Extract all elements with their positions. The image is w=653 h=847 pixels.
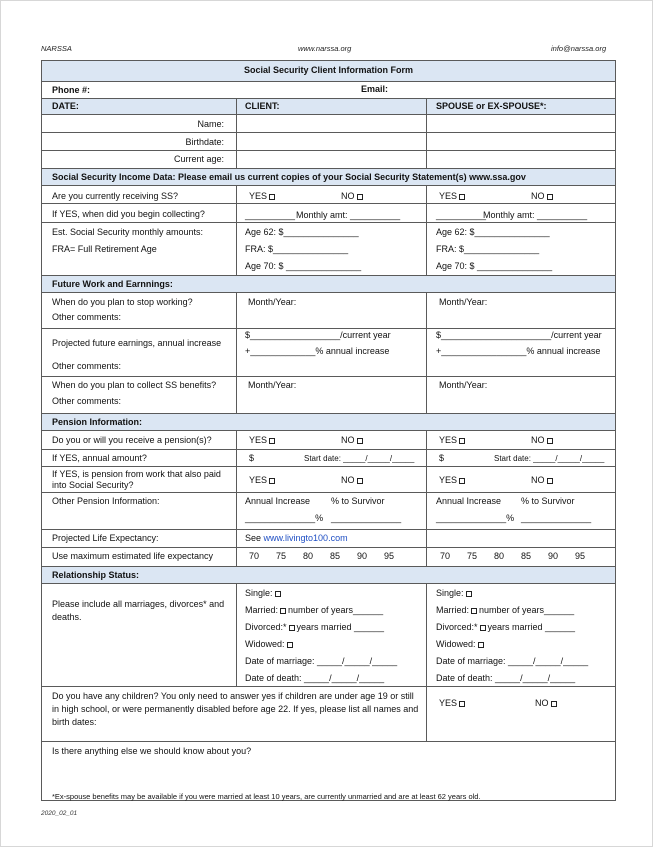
age-option[interactable]: 95 [575,551,586,561]
yes-label: YES [439,475,458,485]
age62-spouse[interactable]: Age 62: $_______________ [436,227,550,237]
pension-ss-question: If YES, is pension from work that also paid into Social Security? [52,469,221,490]
future-section-title: Future Work and Earnnings: [52,279,173,289]
pension-ss-yes-client[interactable] [249,475,277,486]
annual-increase-client[interactable]: +_____________% annual increase [245,346,390,356]
monthly-amt-spouse[interactable]: Monthly amt: __________ [483,210,588,220]
children-question: Do you have any children? You only need to answer yes if children are under age 19 or still in high school, or were permanently disabled before age 22. If yes, please list all names and birth dates: [52,691,419,727]
pension-yes-spouse[interactable] [439,435,467,446]
age-option[interactable]: 80 [494,551,505,561]
annual-increase-label-spouse: Annual Increase [436,496,502,506]
checkbox[interactable] [459,478,465,484]
no-label: NO [531,475,545,485]
years-field[interactable]: number of years______ [288,605,384,615]
header-email[interactable]: info@narssa.org [551,44,607,53]
birthdate-spouse-field[interactable] [428,134,614,148]
annual-increase-spouse[interactable]: ______________% [436,513,515,523]
anything-else-question: Is there anything else we should know about you? [52,746,252,756]
single-client[interactable] [245,588,283,599]
start-date-spouse[interactable]: Start date: _____/_____/_____ [494,454,605,463]
other-pension-label: Other Pension Information: [52,496,160,506]
annual-increase-label-client: Annual Increase [245,496,311,506]
checkbox[interactable] [466,591,472,597]
checkbox[interactable] [547,438,553,444]
client-form [41,60,616,801]
form-title: Social Security Client Information Form [243,65,414,75]
checkbox[interactable] [459,701,465,707]
age70-spouse[interactable]: Age 70: $ _______________ [436,261,553,271]
years-field[interactable]: number of years______ [479,605,575,615]
single-spouse[interactable] [436,588,474,599]
checkbox[interactable] [357,478,363,484]
married-label: Married: [245,605,279,615]
ages-spouse [440,551,610,562]
checkbox[interactable] [547,194,553,200]
age-option[interactable]: 80 [303,551,314,561]
checkbox[interactable] [269,194,275,200]
footnote: *Ex-spouse benefits may be available if you were married at least 10 years, are currently unmarried and are at least 62 years old. [52,792,481,801]
pension-ss-no-client[interactable] [341,475,365,486]
fra-definition: FRA= Full Retirement Age [52,244,157,254]
age-option[interactable]: 90 [548,551,559,561]
stop-month-year-spouse[interactable]: Month/Year: [439,297,488,307]
phone-label: Phone #: [52,85,91,95]
no-label: NO [341,191,355,201]
receiving-no-spouse[interactable] [531,191,555,202]
birthdate-client-field[interactable] [238,134,424,148]
age-option[interactable]: 75 [467,551,478,561]
start-date-client[interactable]: Start date: _____/_____/_____ [304,454,415,463]
no-label: NO [341,435,355,445]
age-option[interactable]: 70 [440,551,451,561]
no-label: NO [535,698,549,708]
divorced-label: Divorced:* [245,622,287,632]
est-amounts-label: Est. Social Security monthly amounts: [52,227,204,237]
no-label: NO [341,475,355,485]
checkbox[interactable] [478,642,484,648]
collect-month-year-spouse[interactable]: Month/Year: [439,380,488,390]
single-label: Single: [245,588,273,598]
pension-ss-yes-spouse[interactable] [439,475,467,486]
checkbox[interactable] [459,194,465,200]
survivor-spouse[interactable]: ______________ [521,513,592,523]
relationship-include-label: Please include all marriages, divorces* and deaths. [52,599,225,622]
other-comments-label-3: Other comments: [52,396,122,406]
widowed-spouse[interactable] [436,639,486,650]
header-org: NARSSA [41,44,72,53]
yes-label: YES [439,191,458,201]
checkbox[interactable] [280,608,286,614]
name-spouse-field[interactable] [428,116,614,130]
date-death-client[interactable]: Date of death: _____/_____/_____ [245,673,385,683]
form-version-code: 2020_02_01 [41,810,78,817]
annual-increase-client[interactable]: ______________% [245,513,324,523]
annual-increase-spouse[interactable]: +_________________% annual increase [436,346,601,356]
life-expectancy-link-line [245,533,348,544]
checkbox[interactable] [471,608,477,614]
checkbox[interactable] [269,438,275,444]
name-label: Name: [197,119,224,129]
age70-client[interactable]: Age 70: $ _______________ [245,261,362,271]
no-label: NO [531,435,545,445]
current-year-spouse[interactable]: $______________________/current year [436,330,602,340]
checkbox[interactable] [275,591,281,597]
use-max-label: Use maximum estimated life expectancy [52,551,214,561]
single-label: Single: [436,588,464,598]
collect-date-client[interactable]: __________ [245,210,296,220]
checkbox[interactable] [551,701,557,707]
survivor-label-spouse: % to Survivor [521,496,575,506]
checkbox[interactable] [357,194,363,200]
header-website[interactable]: www.narssa.org [298,44,352,53]
years-married-field[interactable]: years married ______ [487,622,576,632]
age-option[interactable]: 90 [357,551,368,561]
married-spouse[interactable] [436,605,574,616]
widowed-client[interactable] [245,639,295,650]
checkbox[interactable] [289,625,295,631]
annual-amount-question: If YES, annual amount? [52,453,147,463]
livingto100-link[interactable]: www.livingto100.com [263,533,348,543]
age-option[interactable]: 95 [384,551,395,561]
pension-amount-spouse[interactable]: $ [439,453,445,463]
children-yes[interactable] [439,698,467,709]
checkbox[interactable] [269,478,275,484]
divorced-spouse[interactable] [436,622,575,633]
years-married-field[interactable]: years married ______ [296,622,385,632]
age-option[interactable]: 75 [276,551,287,561]
name-client-field[interactable] [238,116,424,130]
yes-label: YES [249,475,268,485]
pension-amount-client[interactable]: $ [249,453,255,463]
married-label: Married: [436,605,470,615]
stop-month-year-client[interactable]: Month/Year: [248,297,297,307]
client-header: CLIENT: [245,101,280,111]
married-client[interactable] [245,605,383,616]
widowed-label: Widowed: [436,639,476,649]
receiving-no-client[interactable] [341,191,365,202]
age-option[interactable]: 85 [330,551,341,561]
no-label: NO [531,191,545,201]
age-spouse-field[interactable] [428,152,614,166]
pension-no-spouse[interactable] [531,435,555,446]
survivor-label-client: % to Survivor [331,496,385,506]
relationship-section-title: Relationship Status: [52,570,140,580]
age-option[interactable]: 85 [521,551,532,561]
age-option[interactable]: 70 [249,551,260,561]
projected-earnings-label: Projected future earnings, annual increase [52,338,222,348]
survivor-client[interactable]: ______________ [331,513,402,523]
date-marriage-spouse[interactable]: Date of marriage: _____/_____/_____ [436,656,589,666]
pension-ss-no-spouse[interactable] [531,475,555,486]
pension-question: Do you or will you receive a pension(s)? [52,435,212,445]
divorced-client[interactable] [245,622,384,633]
children-no[interactable] [535,698,559,709]
divorced-label: Divorced:* [436,622,478,632]
pension-section-title: Pension Information: [52,417,142,427]
checkbox[interactable] [480,625,486,631]
yes-label: YES [439,435,458,445]
stop-working-question: When do you plan to stop working? [52,297,193,307]
yes-label: YES [439,698,458,708]
date-death-spouse[interactable]: Date of death: _____/_____/_____ [436,673,576,683]
current-year-client[interactable]: $__________________/current year [245,330,391,340]
birthdate-label: Birthdate: [185,137,224,147]
spouse-header: SPOUSE or EX-SPOUSE*: [436,101,547,111]
checkbox[interactable] [547,478,553,484]
other-comments-label: Other comments: [52,312,122,322]
fra-spouse[interactable]: FRA: $_______________ [436,244,540,254]
anything-else-field[interactable] [44,759,612,785]
date-header: DATE: [52,101,79,111]
checkbox[interactable] [287,642,293,648]
projected-life-label: Projected Life Expectancy: [52,533,159,543]
collect-question: If YES, when did you begin collecting? [52,209,205,219]
receiving-ss-question: Are you currently receiving SS? [52,191,179,201]
ages-client [249,551,419,562]
collect-ss-question: When do you plan to collect SS benefits? [52,380,217,390]
age-client-field[interactable] [238,152,424,166]
age62-client[interactable]: Age 62: $_______________ [245,227,359,237]
ss-section-title: Social Security Income Data: Please email us current copies of your Social Security Statement(s) www.ssa.gov [52,172,526,182]
date-marriage-client[interactable]: Date of marriage: _____/_____/_____ [245,656,398,666]
see-text: See [245,533,262,543]
receiving-yes-client[interactable] [249,191,277,202]
monthly-amt-client[interactable]: Monthly amt: __________ [296,210,401,220]
yes-label: YES [249,435,268,445]
receiving-yes-spouse[interactable] [439,191,467,202]
collect-month-year-client[interactable]: Month/Year: [248,380,297,390]
collect-date-spouse[interactable]: __________ [436,210,487,220]
current-age-label: Current age: [173,154,224,164]
pension-no-client[interactable] [341,435,365,446]
checkbox[interactable] [357,438,363,444]
yes-label: YES [249,191,268,201]
checkbox[interactable] [459,438,465,444]
fra-client[interactable]: FRA: $_______________ [245,244,349,254]
other-comments-label-2: Other comments: [52,361,122,371]
pension-yes-client[interactable] [249,435,277,446]
email-label: Email: [361,84,389,94]
widowed-label: Widowed: [245,639,285,649]
